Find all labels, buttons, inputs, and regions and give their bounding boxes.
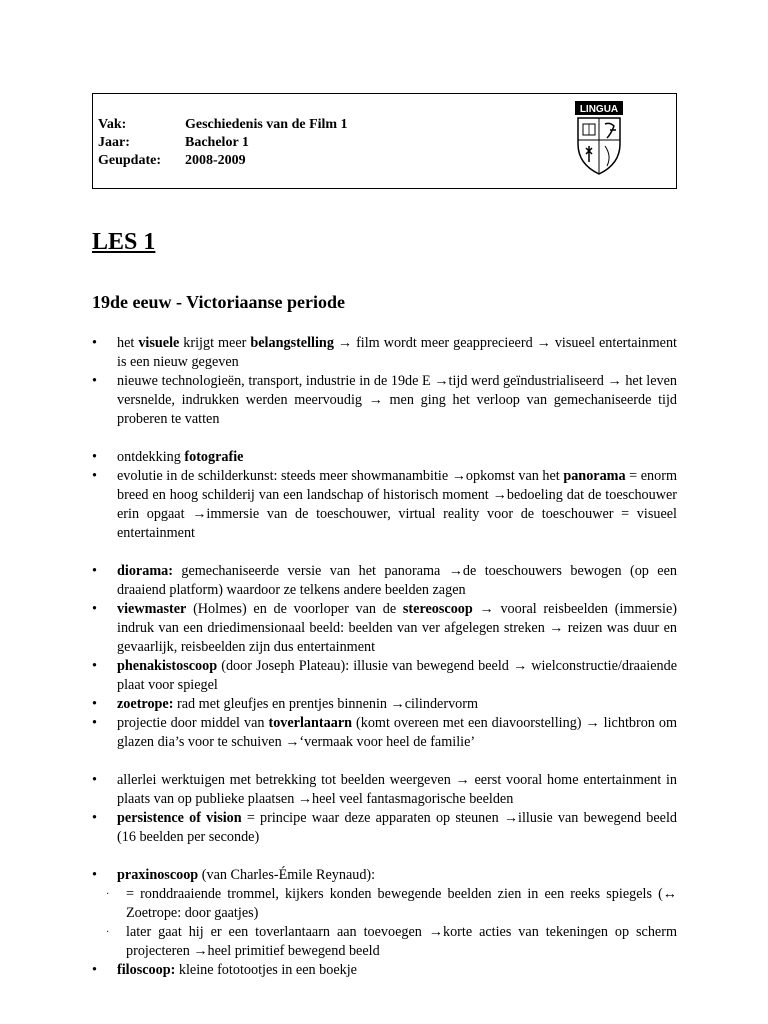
bullet-icon: • <box>92 563 97 579</box>
term-bold: filoscoop: <box>117 962 176 978</box>
item-text: = principe waar deze apparaten op steunen →illusie van bewegend beeld (16 beelden per seconde) <box>117 810 677 845</box>
list-item <box>92 695 677 714</box>
bullet-icon: • <box>92 335 97 351</box>
item-text: ontdekking <box>117 449 185 465</box>
item-text: het <box>117 335 139 351</box>
term-bold: persistence of vision <box>117 810 242 826</box>
bullet-icon: • <box>92 715 97 731</box>
list-item <box>92 809 677 847</box>
term-bold: phenakistoscoop <box>117 658 218 674</box>
header-value: Bachelor 1 <box>185 135 249 150</box>
header-key: Jaar: <box>98 135 130 150</box>
term-bold: belangstelling <box>250 335 334 351</box>
item-text: nieuwe technologieën, transport, industrie in de 19de E →tijd werd geïndustrialiseerd → het leven versnelde, indrukken werden meervoudig → men ging het verloop van gemechaniseerde tijd proberen te vatten <box>117 373 677 427</box>
item-text: (Holmes) en de voorloper van de <box>186 601 403 617</box>
sub-item-text: later gaat hij er een toverlantaarn aan toevoegen →korte acties van tekeningen op scherm projecteren →heel primitief bewegend beeld <box>126 924 677 959</box>
bullet-icon: • <box>92 449 97 465</box>
bullet-icon: • <box>92 772 97 788</box>
list-item <box>92 600 677 657</box>
item-text: krijgt meer <box>179 335 251 351</box>
item-text: = enorm breed en hoog schilderij van een landschap of historisch moment →bedoeling dat de toeschouwer erin opgaat →immersie van de toeschouwer, virtual reality voor de toeschouwer = visueel entertainment <box>117 468 678 541</box>
term-bold: zoetrope: <box>117 696 174 712</box>
bullet-icon: • <box>92 810 97 826</box>
term-bold: toverlantaarn <box>268 715 353 731</box>
header-key: Vak: <box>98 117 127 132</box>
list-item <box>92 372 677 429</box>
sub-list-item <box>92 923 677 961</box>
term-bold: viewmaster <box>117 601 187 617</box>
sub-list-item <box>92 885 677 923</box>
sub-item-text: = ronddraaiende trommel, kijkers konden bewegende beelden zien in een reeks spiegels (↔ Zoetrope: door gaatjes) <box>126 886 677 921</box>
list-item <box>92 334 677 372</box>
list-item <box>92 657 677 695</box>
term-bold: praxinoscoop <box>117 867 199 883</box>
header-row-jaar <box>98 134 249 152</box>
bullet-icon: • <box>92 468 97 484</box>
section-title: 19de eeuw - Victoriaanse periode <box>92 292 345 312</box>
spacer <box>92 543 677 562</box>
header-box <box>92 93 677 189</box>
bullet-list <box>92 334 677 980</box>
item-text: gemechaniseerde versie van het panorama →de toeschouwers bewogen (op een draaiend platform) waardoor ze telkens andere beelden zagen <box>117 563 677 598</box>
bullet-icon: • <box>92 658 97 674</box>
bullet-icon: • <box>92 601 97 617</box>
item-text: allerlei werktuigen met betrekking tot beelden weergeven → eerst vooral home entertainment in plaats van op publieke plaatsen →heel veel fantasmagorische beelden <box>117 772 677 807</box>
header-value: 2008-2009 <box>185 153 246 168</box>
spacer <box>92 752 677 771</box>
item-text: → film wordt meer geapprecieerd → visueel entertainment is een nieuw gegeven <box>117 335 677 370</box>
item-text: kleine fototootjes in een boekje <box>175 962 357 978</box>
item-text: evolutie in de schilderkunst: steeds meer showmanambitie →opkomst van het <box>117 468 564 484</box>
term-bold: panorama <box>563 468 626 484</box>
header-value: Geschiedenis van de Film 1 <box>185 117 348 132</box>
item-text: rad met gleufjes en prentjes binnenin →cilindervorm <box>173 696 479 712</box>
item-text: (door Joseph Plateau): illusie van bewegend beeld → wielconstructie/draaiende plaat voor spiegel <box>117 658 677 693</box>
spacer <box>92 847 677 866</box>
lesson-title: LES 1 <box>92 229 156 255</box>
term-bold: visuele <box>138 335 180 351</box>
logo-text: LINGUA <box>579 104 619 115</box>
term-bold: stereoscoop <box>402 601 473 617</box>
item-text: (van Charles-Émile Reynaud): <box>198 867 376 883</box>
item-text: (komt overeen met een diavoorstelling) → lichtbron om glazen dia’s voor te schuiven →‘vermaak voor heel de familie’ <box>117 715 678 750</box>
bullet-icon: • <box>92 373 97 389</box>
list-item <box>92 771 677 809</box>
lingua-logo-icon <box>574 100 624 176</box>
bullet-icon: • <box>92 696 97 712</box>
term-bold: fotografie <box>184 449 244 465</box>
list-item <box>92 961 677 980</box>
header-row-vak <box>98 116 348 134</box>
item-text: projectie door middel van <box>117 715 269 731</box>
item-text: → vooral reisbeelden (immersie) indruk van een driedimensionaal beeld: beelden van ver afgelegen streken → reizen was duur en gevaarlijk, reisbeelden zijn dus entertainment <box>117 601 677 655</box>
bullet-icon: • <box>92 962 97 978</box>
list-item <box>92 714 677 752</box>
list-item <box>92 467 677 543</box>
sub-bullet-icon: · <box>106 889 110 900</box>
header-row-geupdate <box>98 152 246 170</box>
list-item <box>92 562 677 600</box>
bullet-icon: • <box>92 867 97 883</box>
sub-bullet-icon: · <box>106 927 110 938</box>
term-bold: diorama: <box>117 563 173 579</box>
spacer <box>92 429 677 448</box>
header-key: Geupdate: <box>98 153 161 168</box>
list-item <box>92 866 677 885</box>
list-item <box>92 448 677 467</box>
